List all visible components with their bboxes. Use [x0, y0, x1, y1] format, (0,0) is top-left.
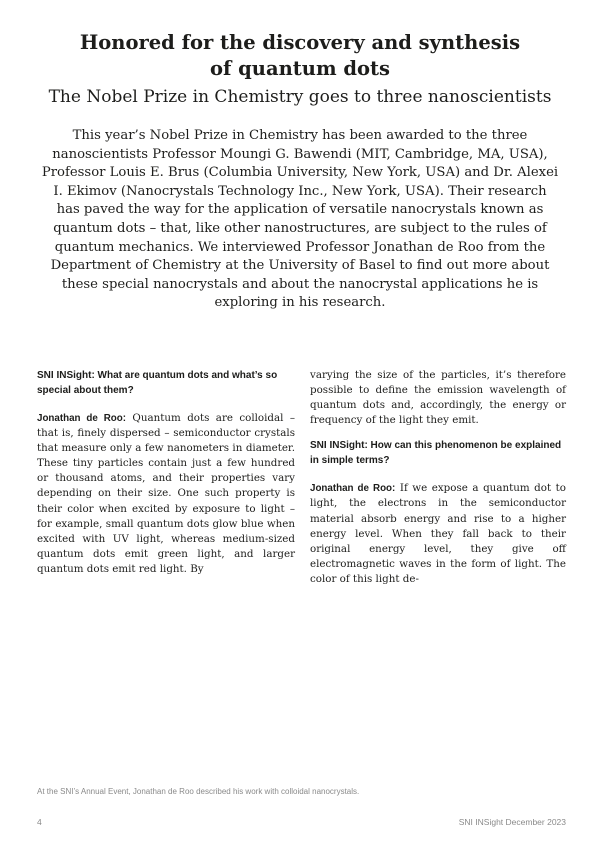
answer-right [310, 481, 566, 587]
answer-left-continuation: varying the size of the particles, it’s therefore possible to define the emission wavelength of quantum dots and, accordingly, the energy or frequency of the light they emit. [310, 369, 566, 427]
answer-left-speaker: Jonathan de Roo: [37, 413, 126, 424]
article-title-line2: of quantum dots [209, 57, 391, 80]
article-intro: This year’s Nobel Prize in Chemistry has been awarded to the three nanoscientists Professor Moungi G. Bawendi (MIT, Cambridge, MA, USA), Professor Louis E. Brus (Columbia University, New York, USA) and Dr. Alexei I. Ekimov (Nanocrystals Technology Inc., New York, USA). Their research has paved the way for the application of versatile nanocrystals known as quantum dots – that, like other nanostructures, are subject to the rules of quantum mechanics. We interviewed Professor Jonathan de Roo from the Department of Chemistry at the University of Basel to find out more about these special nanocrystals and about the nanocrystal applications he is exploring in his research. [41, 128, 559, 311]
article-header [0, 30, 600, 110]
article-title [0, 30, 600, 82]
issue-label: SNI INSight December 2023 [458, 817, 566, 827]
answer-left [37, 411, 295, 577]
question-right: SNI INSight: How can this phenomenon be explained in simple terms? [310, 440, 562, 467]
article-subtitle: The Nobel Prize in Chemistry goes to three nanoscientists [48, 87, 552, 107]
photo-caption: At the SNI’s Annual Event, Jonathan de Roo described his work with colloidal nanocrystals. [37, 787, 360, 796]
question-left: SNI INSight: What are quantum dots and what’s so special about them? [37, 370, 278, 396]
answer-left-text: Quantum dots are colloidal – that is, finely dispersed – semiconductor crystals that measure only a few nanometers in diameter. These tiny particles contain just a few hundred or thousand atoms, and their properties vary depending on their size. One such property is their color when excited by exposure to light – for example, small quantum dots glow blue when excited with UV light, whereas medium-sized quantum dots emit green light, and larger quantum dots emit red light. By [37, 412, 295, 575]
page-number: 4 [37, 817, 42, 827]
right-column [310, 368, 566, 597]
left-column [37, 368, 295, 597]
article-columns [37, 368, 566, 597]
article-title-line1: Honored for the discovery and synthesis [79, 31, 521, 54]
answer-right-speaker: Jonathan de Roo: [310, 483, 396, 495]
answer-right-text: If we expose a quantum dot to light, the electrons in the semiconductor material absorb energy and rise to a higher energy level. When they fall back to their original energy level, they give off electromagnetic waves in the form of light. The color of this light de- [310, 482, 567, 585]
page-footer [37, 817, 566, 827]
